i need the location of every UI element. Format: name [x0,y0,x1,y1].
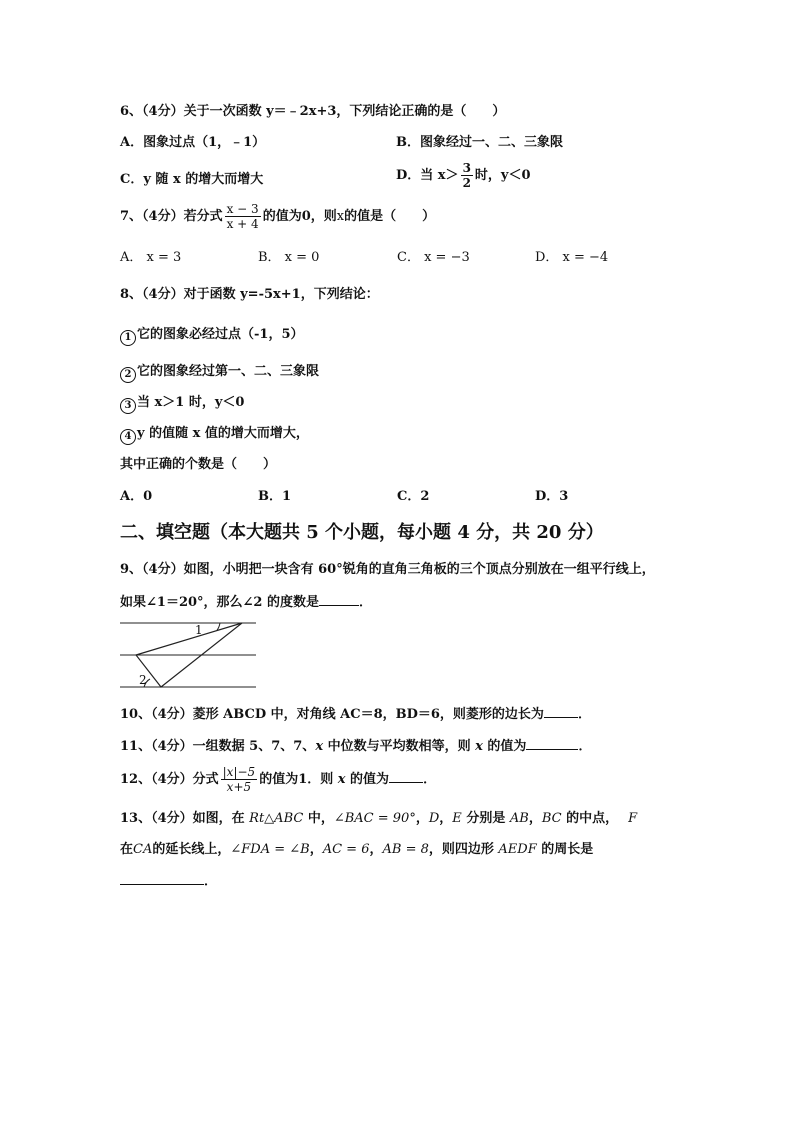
q8-item-4: 4 y 的值随 x 值的增大而增大， [120,425,309,445]
q13-line1: 13、（4分）如图，在 Rt△ABC 中，∠BAC = 90°，D，E 分别是 AB，BC 的中点， F [120,811,638,826]
q6-stem: 6、（4分）关于一次函数 y＝﹣2x+3，下列结论正确的是（ ） [120,104,506,119]
q6-option-b: B．图象经过一、二、三象限 [396,135,563,150]
q9-figure [118,617,260,691]
angle-1-label: 1 [195,623,203,637]
q12: 12、（4分）分式 $\frac{|x|-5}{x+5}$ 的值为1．则 x 的值为 ． [120,765,437,794]
q6-option-d: D．当 x＞ $\frac{3}{2}$ 时，y＜0 [396,161,531,190]
q8-stem: 8、（4分）对于函数 y=-5x+1，下列结论： [120,287,379,302]
q8-option-a: A．0 [120,489,153,504]
q8-ask: 其中正确的个数是（ ） [120,457,277,472]
q6-option-c: C．y 随 x 的增大而增大 [120,172,264,187]
q8-option-c: C．2 [397,489,430,504]
q8-option-d: D．3 [535,489,569,504]
section-title-fill-in: 二、填空题（本大题共 5 个小题，每小题 4 分，共 20 分） [120,522,604,543]
q9-line1: 9、（4分）如图，小明把一块含有 60°锐角的直角三角板的三个顶点分别放在一组平行线上， [120,562,655,577]
q10-answer-blank[interactable] [544,705,578,718]
q6-d-fraction: $\frac{3}{2}$ [462,161,471,190]
q12-answer-blank[interactable] [389,770,423,783]
q8-item-2: 2 它的图象经过第一、二、三象限 [120,363,319,383]
q7-option-d: D． x = −4 [535,250,609,265]
q13-line3: ． [120,872,217,891]
q9-answer-blank[interactable] [319,593,359,606]
q11-answer-blank[interactable] [526,737,578,750]
q8-option-b: B．1 [258,489,292,504]
q7-stem: 7、（4分）若分式 $\frac{x - 3}{x + 4}$ 的值为0，则x的值是（ ） [120,202,436,231]
q8-item-1: 1 它的图象必经过点（-1，5） [120,326,304,346]
q9-line2: 如果∠1＝20°，那么∠2 的度数是 ． [120,595,373,610]
q7-option-a: A． x = 3 [120,250,182,265]
q7-option-c: C． x = −3 [397,250,470,265]
q11: 11、（4分）一组数据 5、7、7、x 中位数与平均数相等，则 x 的值为 ． [120,739,592,754]
q13-line2: 在CA的延长线上，∠FDA = ∠B，AC = 6，AB = 8，则四边形 AEDF 的周长是 [120,842,594,857]
q6-option-a: A．图象过点（1，﹣1） [120,135,266,150]
q8-item-3: 3 当 x＞1 时，y＜0 [120,394,244,414]
q13-answer-blank[interactable] [120,872,204,885]
q7-option-b: B． x = 0 [258,250,320,265]
q12-fraction: $\frac{|x|-5}{x+5}$ [222,765,256,794]
q10: 10、（4分）菱形 ABCD 中，对角线 AC＝8，BD＝6，则菱形的边长为 ． [120,707,591,722]
angle-2-label: 2 [139,673,147,687]
q7-fraction: $\frac{x - 3}{x + 4}$ [226,202,259,231]
